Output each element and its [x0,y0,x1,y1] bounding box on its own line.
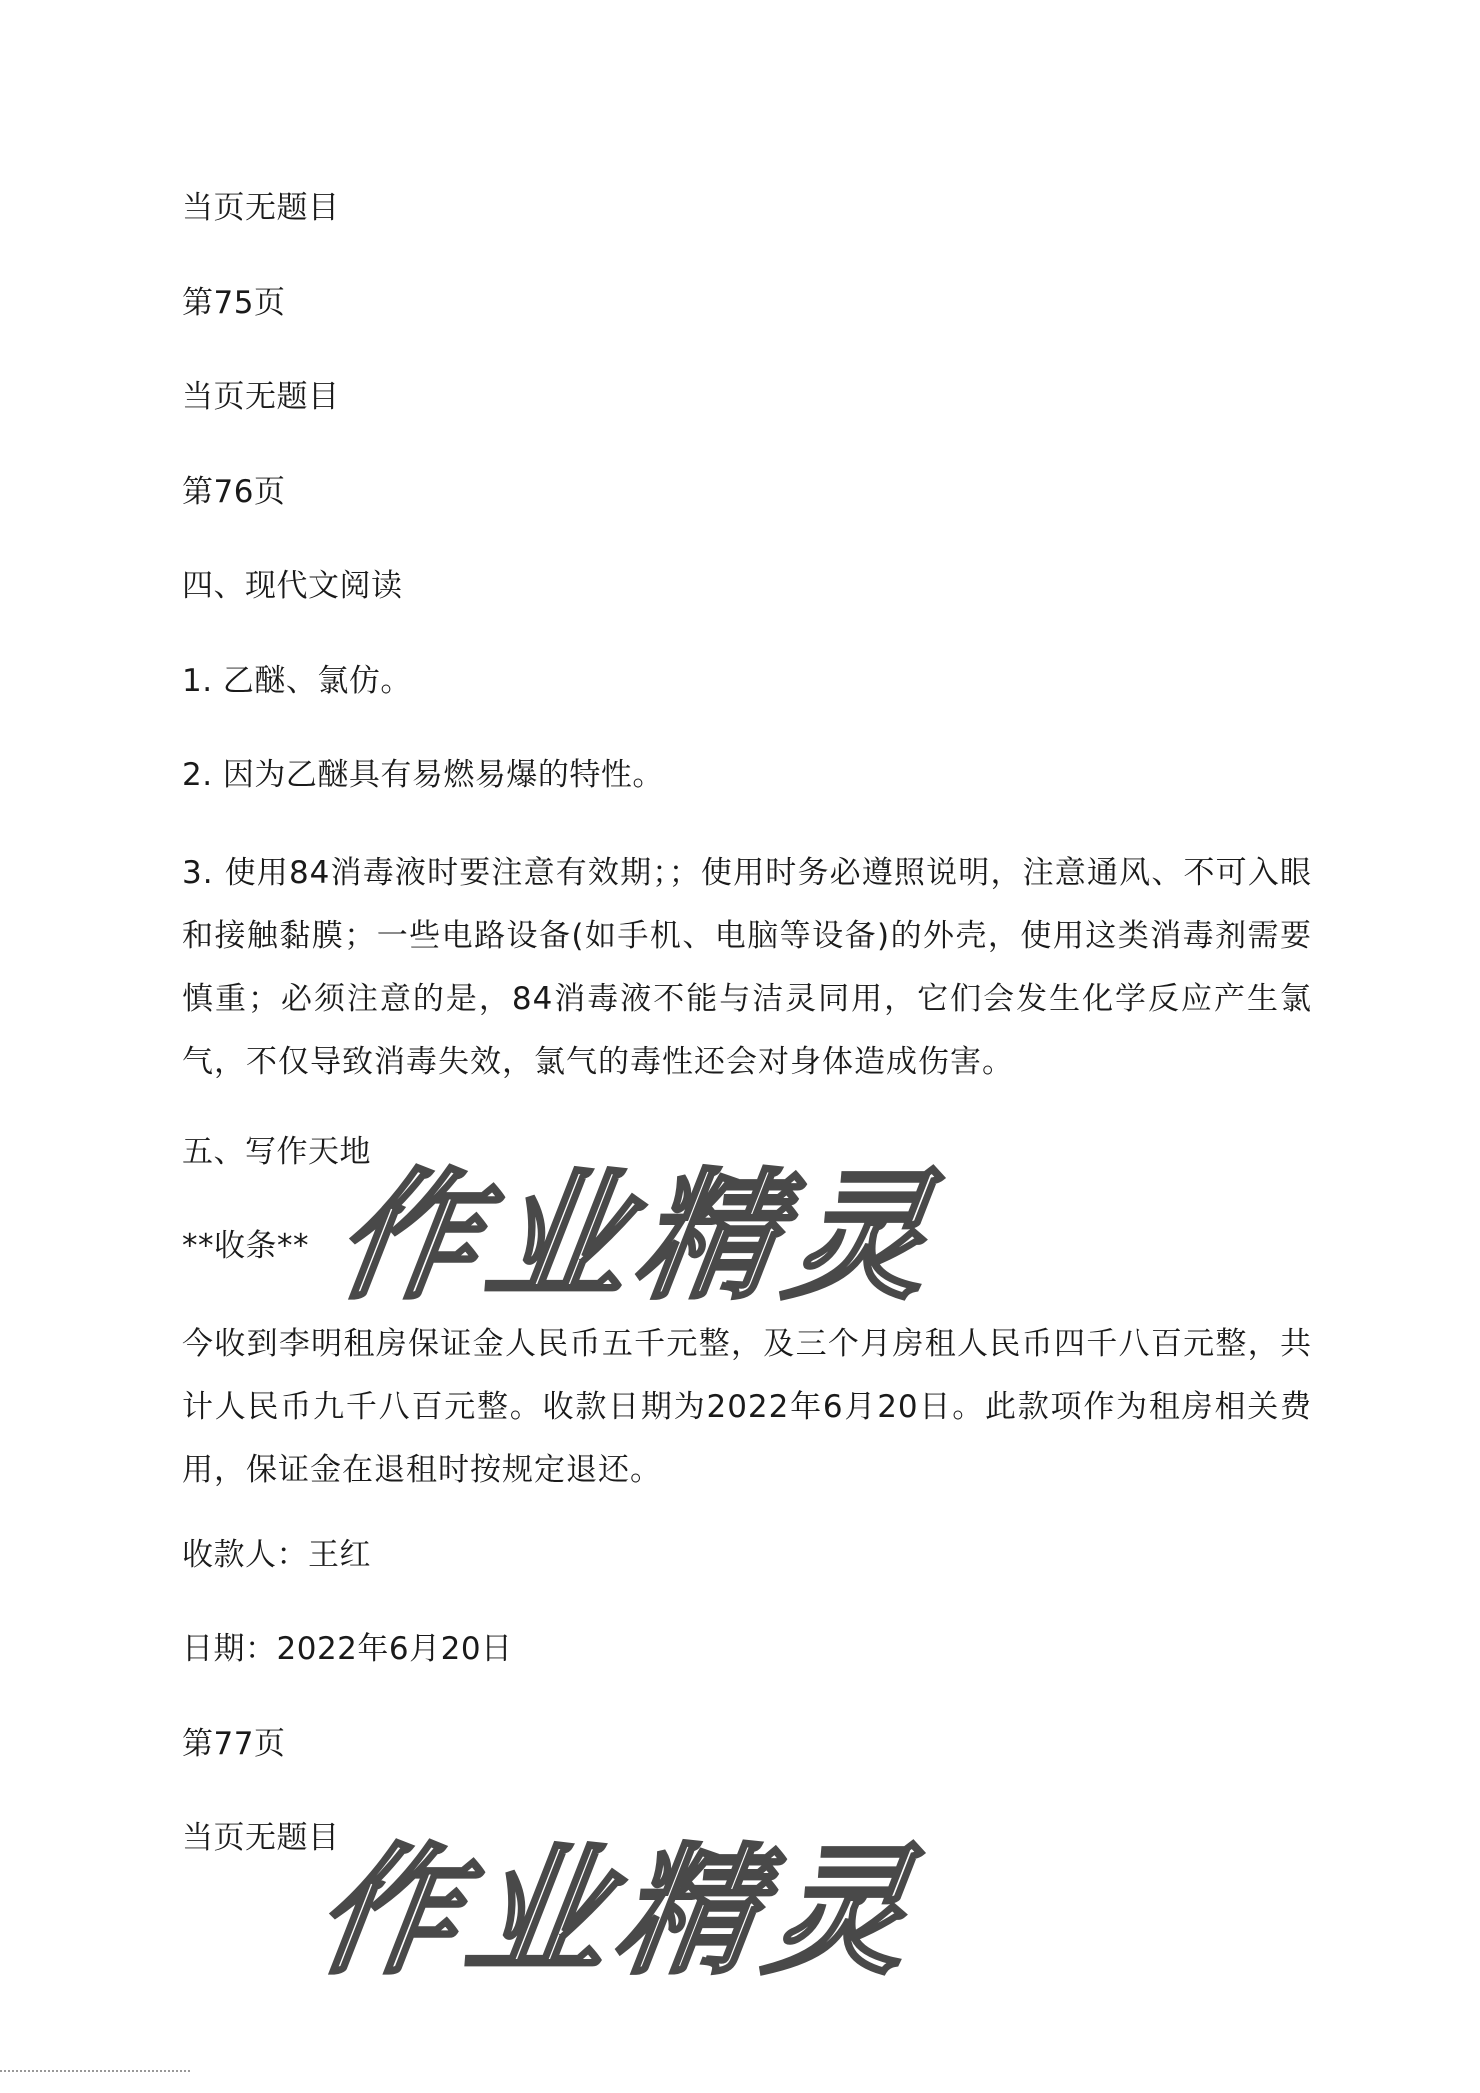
date-line: 日期：2022年6月20日 [182,1631,513,1667]
receipt-body: 今收到李明租房保证金人民币五千元整，及三个月房租人民币四千八百元整，共计人民币九千八百元整。收款日期为2022年6月20日。此款项作为租房相关费用，保证金在退租时按规定退还。 [182,1326,1312,1488]
receipt-title: **收条** [182,1228,309,1264]
answer-item: 1. 乙醚、氯仿。 [182,663,412,699]
section-heading: 五、写作天地 [182,1134,371,1170]
page-number: 第77页 [182,1726,286,1762]
no-question-note: 当页无题目 [182,379,340,415]
page-number: 第75页 [182,285,286,321]
watermark-logo: 作业精灵 [326,1156,950,1319]
page-edge-mark [0,2070,190,2072]
receiver-line: 收款人：王红 [182,1537,371,1573]
no-question-note: 当页无题目 [182,1820,340,1856]
section-heading: 四、现代文阅读 [182,568,403,604]
no-question-note: 当页无题目 [182,190,340,226]
watermark-logo: 作业精灵 [306,1831,930,1994]
page-number: 第76页 [182,474,286,510]
answer-paragraph: 3. 使用84消毒液时要注意有效期；；使用时务必遵照说明，注意通风、不可入眼和接触黏膜；一些电路设备(如手机、电脑等设备)的外壳，使用这类消毒剂需要慎重；必须注意的是，84消毒液不能与洁灵同用，它们会发生化学反应产生氯气，不仅导致消毒失效，氯气的毒性还会对身体造成伤害。 [182,855,1312,1080]
answer-item: 2. 因为乙醚具有易燃易爆的特性。 [182,757,664,793]
